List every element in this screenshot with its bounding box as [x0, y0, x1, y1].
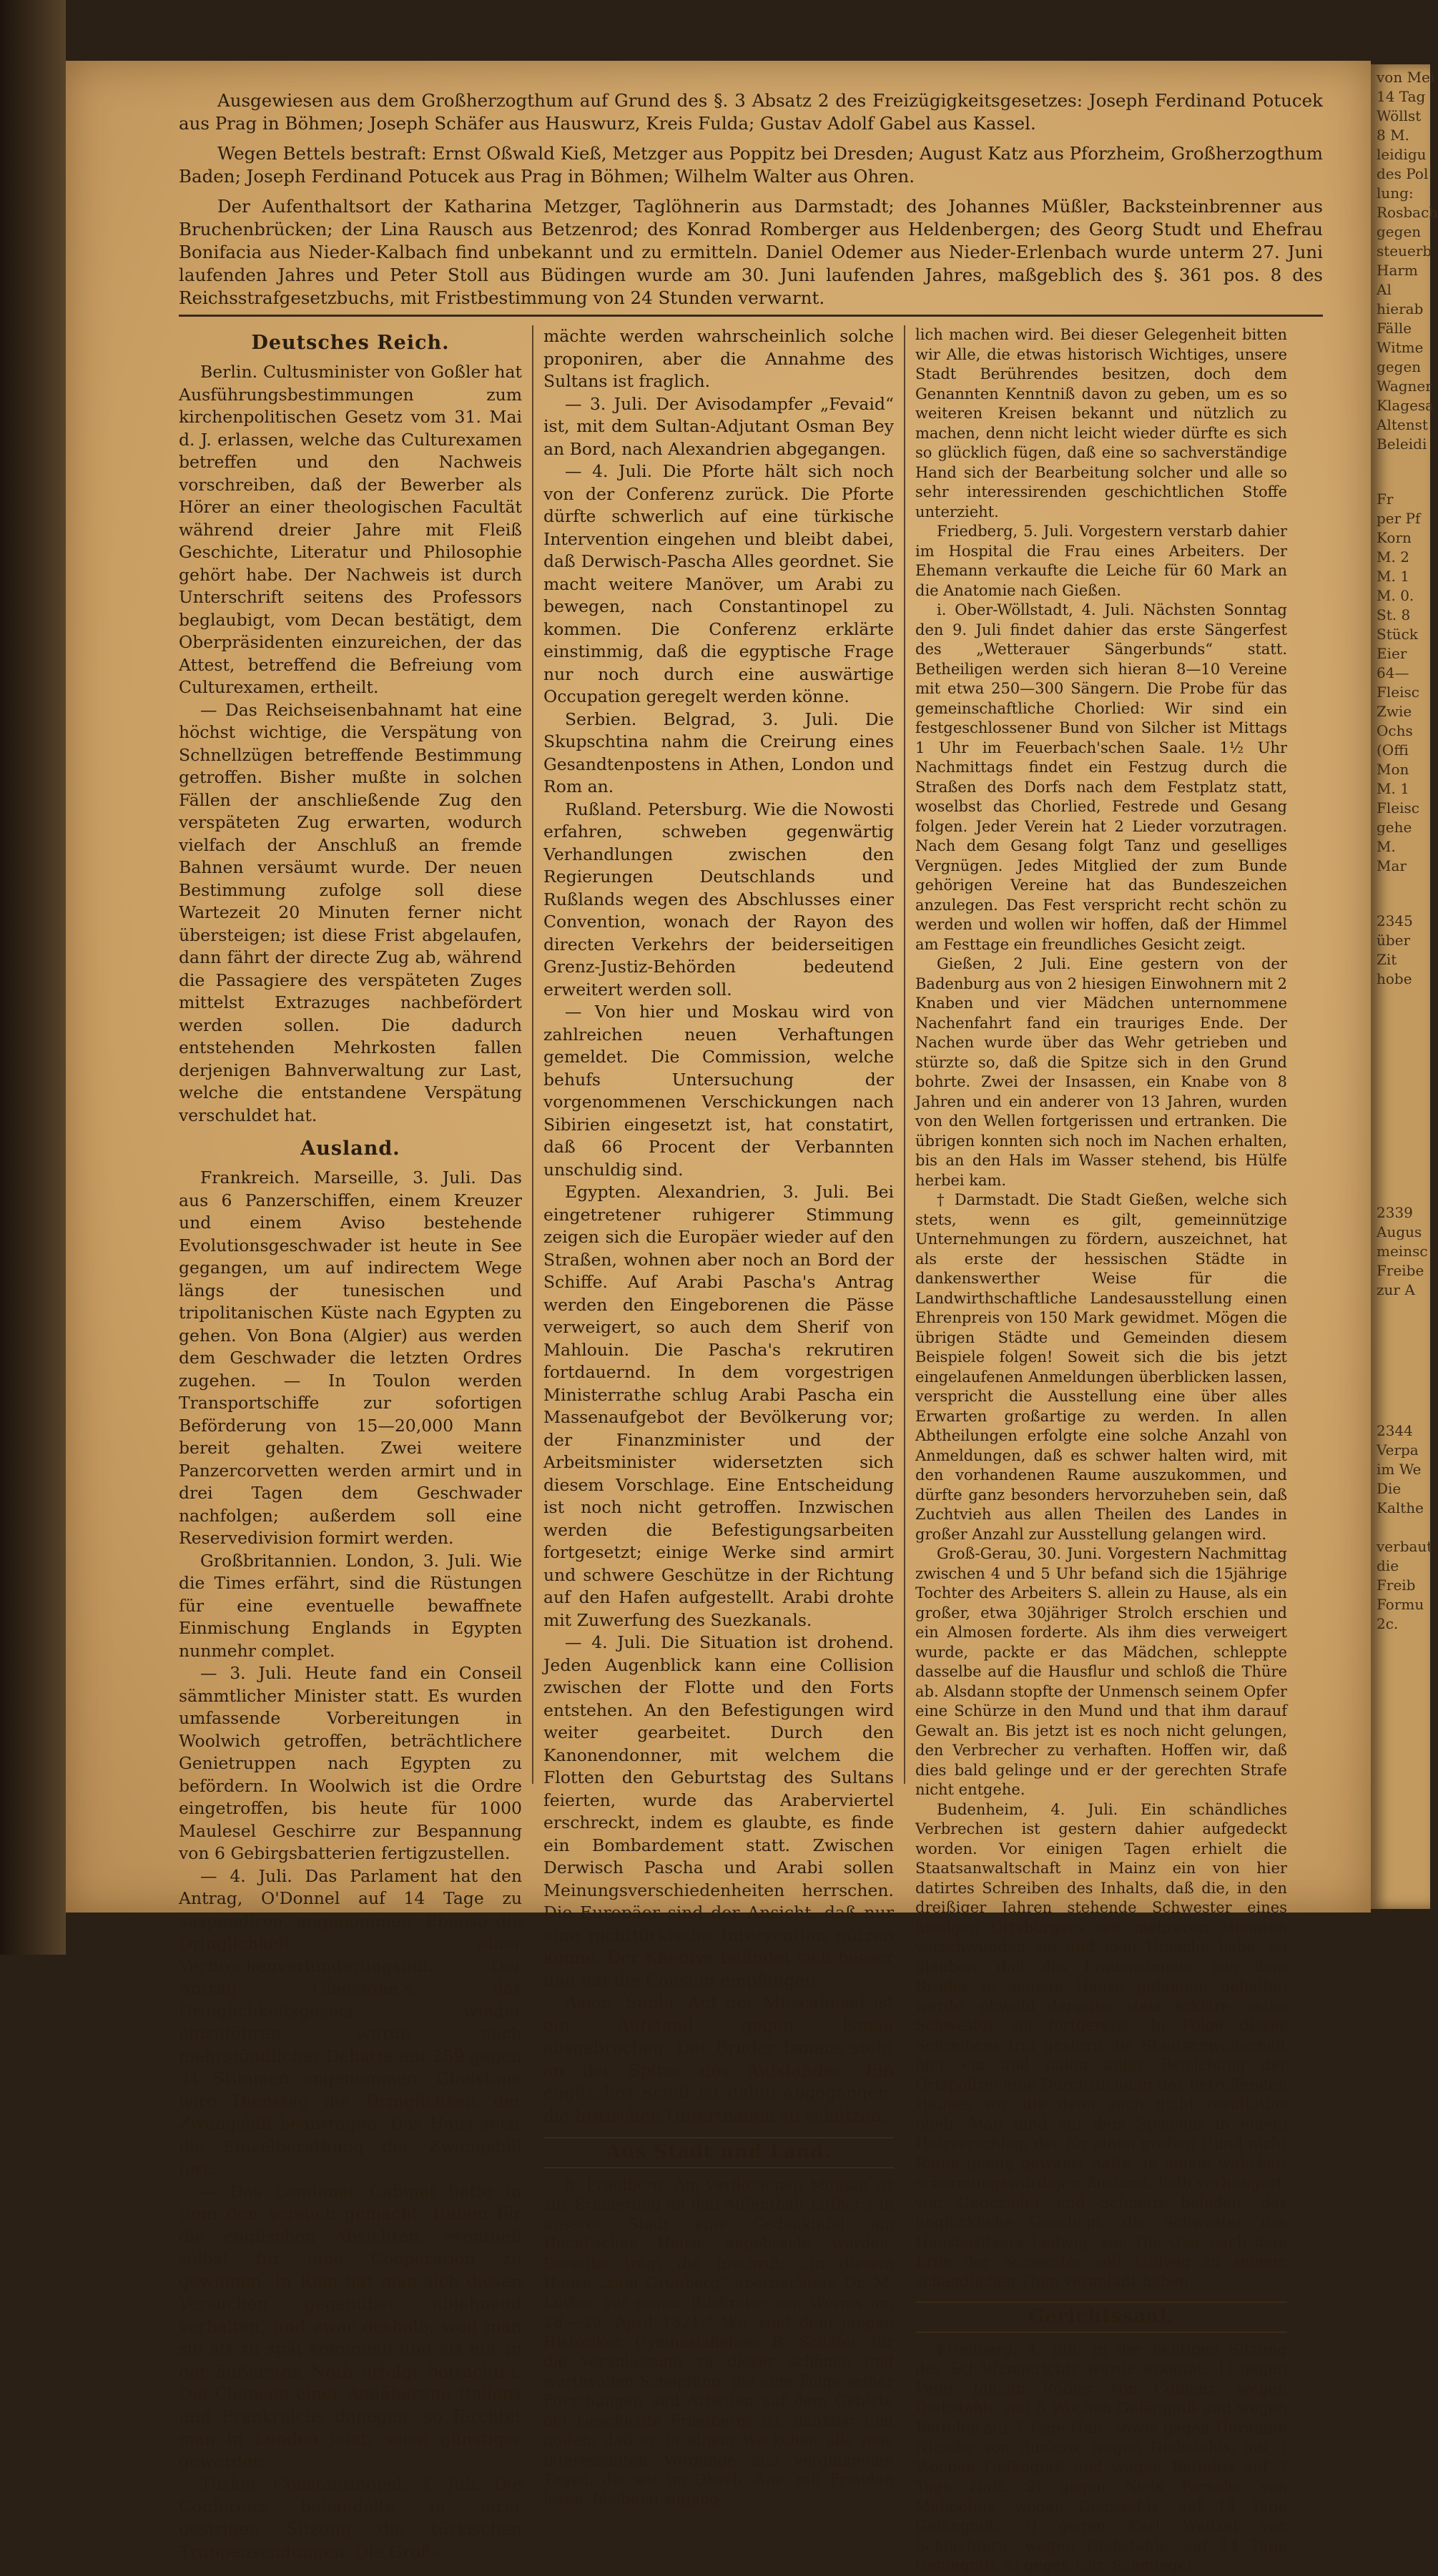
article: lich machen wird. Bei dieser Gelegenheit bitten wir Alle, die etwas historisch Wichtiges, unsere Stadt Berührendes besitzen, doch dem Genannten Kenntniß davon zu geben, um es so weiteren Kreisen bekannt und nützlich zu machen, denn nicht leicht wieder dürfte es sich so glücklich fügen, daß eine so sachverständige Hand sich der Bearbeitung solcher und alle so sehr interessirenden geschichtlichen Stoffe unterzieht.: [915, 326, 1287, 520]
section-box-gericht: [915, 2301, 1287, 2333]
article: Großbritannien. London, 3. Juli. Wie die Times erfährt, sind die Rüstungen für eine eventuelle bewaffnete Einmischung Englands in Egypten nunmehr complet.: [179, 1550, 522, 1661]
article: — Das Reichseisenbahnamt hat eine höchst wichtige, die Verspätung von Schnellzügen betreffende Bestimmung getroffen. Bisher mußte in solchen Fällen der anschließende Zug den verspäteten Zug erwarten, wodurch vielfach der Anschluß an fremde Bahnen versäumt wurde. Der neuen Bestimmung zufolge soll diese Wartezeit 20 Minuten ferner nicht übersteigen; ist diese Frist abgelaufen, dann fährt der directe Zug ab, während die Passagiere des verspäteten Zuges mittelst Extrazuges nachbefördert werden sollen. Die dadurch entstehenden Mehrkosten fallen derjenigen Bahnverwaltung zur Last, welche die entstandene Verspätung verschuldet hat.: [179, 699, 522, 1125]
article: — Das Londoner Cabinet hatte in Rom den Versuch gemacht, Italien für die englischen Absichten, eventuell selbst für eine Cooperation zu gewinnen. In Rom hat man sich diesen Versuchen gegenüber ablehnend verhalten, und zwar deshalb, weil man sie als zu spät kommend und als nur in der äußersten Noth erfolgt betrachtet. Die Chancen einer Annäherung Italiens und Frankreichs dagegen, so fürchtet man in London jetzt, seien günstiger geworden.: [179, 2181, 522, 2472]
adjacent-line: Mon: [1377, 761, 1409, 778]
article: Serbien. Belgrad, 3. Juli. Die Skupschtina nahm die Creirung eines Gesandtenpostens in Athen, London und Rom an.: [543, 709, 894, 796]
article: — 3. Juli. Heute fand ein Conseil sämmtlicher Minister statt. Es wurden umfassende Vorbereitungen in Woolwich getroffen, beträchtlichere Genietruppen nach Egypten zu befördern. In Woolwich ist die Ordre eingetroffen, bis heute für 1000 Maulesel Geschirre zur Bespannung von 6 Gebirgsbatterien fertigzustellen.: [179, 1663, 522, 1863]
adjacent-line: Freib: [1377, 1576, 1416, 1594]
adjacent-line: Eier: [1377, 645, 1407, 662]
adjacent-page-edge: [1371, 64, 1438, 1909]
adjacent-line: Mar: [1377, 857, 1407, 874]
adjacent-line: Rosbach: [1377, 204, 1438, 221]
adjacent-line: leidigu: [1377, 146, 1427, 163]
adjacent-line: hierab: [1377, 300, 1424, 317]
adjacent-line: M. 0.: [1377, 587, 1414, 604]
adjacent-line: verbaut: [1377, 1538, 1433, 1555]
article: Frankreich. Marseille, 3. Juli. Das aus 6 Panzerschiffen, einem Kreuzer und einem Aviso bestehende Evolutionsgeschwader ist heute in See gegangen, um auf indirectem Wege längs der tunesischen und tripolitanischen Küste nach Egypten zu gehen. Von Bona (Algier) aus werden dem Geschwader die letzten Ordres zugehen. — In Toulon werden Transportschiffe zur sofortigen Beförderung von 15—20,000 Mann bereit gehalten. Zwei weitere Panzercorvetten werden armirt und in drei Tagen dem Geschwader nachfolgen; außerdem soll eine Reservedivision formirt werden.: [179, 1168, 522, 1548]
adjacent-line: hobe: [1377, 970, 1412, 987]
adjacent-line: steuerb: [1377, 242, 1432, 260]
adjacent-line: Klagesa: [1377, 397, 1434, 414]
article: Groß-Gerau, 30. Juni. Vorgestern Nachmittag zwischen 4 und 5 Uhr befand sich die 15jährige Tochter des Arbeiters S. allein zu Hause, als ein großer, etwa 30jähriger Strolch erschien und ein Almosen forderte. Als ihm dies verweigert wurde, packte er das Mädchen, schleppte dasselbe auf die Hausflur und schloß die Thüre ab. Alsdann stopfte der Unmensch seinem Opfer eine Schürze in den Mund und that ihm darauf Gewalt an. Bis jetzt ist es noch nicht gelungen, den Verbrecher zu verhaften. Hoffen wir, daß dies bald gelinge und er der gerechten Strafe nicht entgehe.: [915, 1545, 1287, 1798]
adjacent-line: Fr: [1377, 490, 1394, 508]
adjacent-line: gehe: [1377, 819, 1412, 836]
adjacent-line: Stück: [1377, 626, 1418, 643]
adjacent-line: Korn: [1377, 529, 1412, 546]
adjacent-line: lung:: [1377, 184, 1414, 202]
newspaper-page: [66, 61, 1371, 2574]
section-heading-ausland: Ausland.: [300, 1138, 400, 1160]
article: Gießen, 2 Juli. Eine gestern von der Badenburg aus von 2 hiesigen Einwohnern mit 2 Knaben und vier Mädchen unternommene Nachenfahrt fand ein trauriges Ende. Der Nachen wurde über das Wehr getrieben und stürzte so, daß die Spitze sich in den Grund bohrte. Zwei der Insassen, ein Knabe von 8 Jahren und ein anderer von 13 Jahren, wurden von den Wellen fortgerissen und ertranken. Die übrigen konnten sich noch im Nachen erhalten, bis an den Hals im Wasser stehend, bis Hülfe herbei kam.: [915, 955, 1287, 1189]
adjacent-line: 8 M.: [1377, 127, 1409, 144]
adjacent-line: 2345: [1377, 912, 1413, 929]
adjacent-line: 14 Tag: [1377, 88, 1426, 105]
local-news: [543, 2176, 894, 2510]
adjacent-line: Zwie: [1377, 703, 1412, 720]
adjacent-line: 2339: [1377, 1204, 1413, 1221]
article: — 4. Juli. Das Parlament hat den Antrag, O'Donnel auf 14 Tage zu suspendiren, angenommen. Ebenso die Dringlichkeit einer Verbrechenverhinderungsbill. Der Antrag Gladstone's, das Dringlichkeitsgesetz wieder einzuführen, wurde nach mehrstündlicher Debatte mit 259 gegen 31 Stimmen angenommen. Gladstone wird Dienstag die Dringlichkeit der Zwangsbill beantragen. Das Haus setzt die Einzelberathung der Zwangsbill fort.: [179, 1865, 522, 2178]
adjacent-line: Beleidi: [1377, 435, 1427, 453]
article: Friedberg, 5. Juli. Vorgestern verstarb dahier im Hospital die Frau eines Arbeiters. Der Ehemann verkaufte die Leiche für 60 Mark an die Anatomie nach Gießen.: [915, 523, 1287, 599]
adjacent-line: 64—: [1377, 664, 1409, 681]
adjacent-lines-b: [1371, 490, 1430, 876]
adjacent-line: zur A: [1377, 1281, 1415, 1298]
adjacent-line: Wöllst: [1377, 107, 1422, 124]
police-notices: [179, 89, 1323, 317]
adjacent-line: über: [1377, 932, 1411, 949]
article: i. Ober-Wöllstadt, 4. Juli. Nächsten Sonntag den 9. Juli findet dahier das erste Sängerfest des „Wetterauer Sängerbunds“ statt. Betheiligen werden sich hieran 8—10 Vereine mit etwa 250—300 Sängern. Die Probe für das gemeinschaftliche Chorlied: Wir sind ein festgeschlossener Bund von Silcher ist Mittags 1 Uhr im Feuerbach'schen Saale. 1½ Uhr Nachmittags findet ein Festzug durch die Straßen des Dorfs nach dem Festplatz statt, woselbst das Chorlied, Festrede und Gesang folgen. Jeder Verein hat 2 Lieder vorzutragen. Nach dem Gesang folgt Tanz und geselliges Vergnügen. Jedes Mitglied der zum Bunde gehörigen Vereine hat das Bundeszeichen anzulegen. Das Fest verspricht recht schön zu werden und wollen wir hoffen, daß der Himmel am Festtage ein freundliches Gesicht zeigt.: [915, 601, 1287, 953]
column-2: [543, 325, 894, 2510]
adjacent-line: 2344: [1377, 1422, 1413, 1439]
article: Rußland. Petersburg. Wie die Nowosti erfahren, schweben gegenwärtig Verhandlungen zwischen den Regierungen Deutschlands und Rußlands wegen des Abschlusses einer Convention, wonach der Rayon des directen Verkehrs der beiderseitigen Grenz-Justiz-Behörden bedeutend erweitert werden soll.: [543, 799, 894, 1000]
local-news-continued: [915, 325, 1287, 2291]
court-news: [915, 2340, 1287, 2576]
column-1: [179, 325, 522, 2563]
column-3: [915, 325, 1287, 2576]
adjacent-line: von Mei: [1377, 69, 1435, 86]
article: Asien. Simla. Auf der Muscalinsel ist ein Aufstand gegen Ismau ausgebrochen. Der Bruder Ismaus steht an der Spitze des Aufstandes. Ein englisches Schiff ist dahin abgegangen, die britischen Unterthanen zu schützen.: [543, 1993, 894, 2126]
adjacent-line: Altenst: [1377, 416, 1428, 433]
adjacent-line: Fälle: [1377, 320, 1412, 337]
article: h. Friedberg. Am verflossenen Montag ist zur Erinnerung an den Aufenthalt Luther's in unserer Stadt eine Gedenktafel am Hecht'schen Hause angebracht worden. Dieselbe trägt die Inschrift: „In diesem Hause „zum Grünberg“ übernachtete Dr. M. Luther auf seiner Rückreise von Worms am 28.—29. April 1521.“ Wir sind dem jungen Historiker, Gymnasiallehrer R. Schäfer, für die Veranlassung zu dieser schönen und werthvollen Schöpfung, die eine Folge seiner Forschungen und Arbeiten auf dem Gebiete der Geschichte Friedbergs ist, dankbar und hoffen, daß er in einem Werkchen alle jene interessanten Vorgänge aus vergangenen Tagen, die wir im Oberh. Anz. mit Freuden lesen, bleibend zugäng-: [543, 2176, 894, 2508]
adjacent-lines-e: [1371, 1421, 1433, 1634]
adjacent-line: Ochs: [1377, 722, 1413, 739]
adjacent-lines-c: [1371, 912, 1430, 989]
book-binding: [0, 0, 66, 1955]
adjacent-line: im We: [1377, 1461, 1422, 1478]
adjacent-line: Witme: [1377, 339, 1424, 356]
notice-expelled: Ausgewiesen aus dem Großherzogthum auf Grund des §. 3 Absatz 2 des Freizügigkeitsgesetzes: Joseph Ferdinand Potucek aus Prag in Böhmen; Joseph Schäfer aus Hauswurz, Kreis Fulda; Gustav Adolf Gabel aus Kassel.: [179, 90, 1323, 134]
adjacent-line: (Offi: [1377, 741, 1409, 759]
adjacent-line: die: [1377, 1557, 1399, 1574]
adjacent-line: meinsc: [1377, 1243, 1428, 1260]
column-divider: [904, 325, 905, 1784]
article: Berlin. Cultusminister von Goßler hat Ausführungsbestimmungen zum kirchenpolitischen Gesetz vom 31. Mai d. J. erlassen, welche das Culturexamen betreffen und den Nachweis vorschreiben, daß der Bewerber als Hörer an einer theologischen Facultät während dreier Jahre mit Fleiß Geschichte, Literatur und Philosophie gehört habe. Der Nachweis ist durch Unterschrift seitens des Professors beglaubigt, vom Decan bestätigt, dem Oberpräsidenten einzureichen, der das Attest, betreffend die Befreiung vom Culturexamen, ertheilt.: [179, 362, 522, 697]
adjacent-line: M. 1: [1377, 568, 1409, 585]
adjacent-line: per Pf: [1377, 510, 1421, 527]
section-box-stadt: [543, 2137, 894, 2168]
adjacent-line: gegen: [1377, 223, 1422, 240]
adjacent-line: St. 8: [1377, 606, 1411, 623]
column-divider: [532, 325, 533, 1784]
adjacent-line: Wagner: [1377, 377, 1432, 395]
adjacent-line: M.: [1377, 838, 1396, 855]
adjacent-line: Fleisc: [1377, 799, 1419, 816]
article: Türkei. Constantinopel, 3. Juli. Die Conferenz behandelte in ihrer gestrigen Sitzung die türkischen Truppensendungen. Die Groß-: [179, 2474, 522, 2562]
adjacent-line: Harm: [1377, 262, 1418, 279]
section-heading-reich: Deutsches Reich.: [251, 332, 450, 354]
adjacent-lines-d: [1371, 1203, 1430, 1300]
header-divider: [179, 315, 1323, 317]
adjacent-line: Verpa: [1377, 1441, 1419, 1459]
adjacent-lines-a: [1371, 68, 1438, 454]
article: — 4. Juli. Die Situation ist drohend. Jeden Augenblick kann eine Collision zwischen der Flotte und den Forts entstehen. An den Befestigungen wird weiter gearbeitet. Durch den Kanonendonner, mit welchem die Flotten den Geburtstag des Sultans feierten, wurde das Araberviertel erschreckt, indem es glaubte, es finde ein Bombardement statt. Zwischen Derwisch Pascha und Arabi sollen Meinungsverschiedenheiten herrschen. Die Europäer sind der Ansicht, daß nur eine nichttürkische Intervention nützen könne. Der Khedive befindet sich besser und hat die Consuln empfangen.: [543, 1632, 894, 1990]
article: Budenheim, 4. Juli. Ein schändliches Verbrechen ist gestern dahier aufgedeckt worden. Vor einigen Tagen erhielt die Staatsanwaltschaft in Mainz ein von hier datirtes Schreiben des Inhalts, daß die, in den dreißiger Jahren stehende Schwester eines hiesigen Ortsbürgers seit mehreren Monaten verschwunden sei und man Ursache habe, zu glauben, daß das Frauenzimmer von dem Bruder in seinem Hause gefangen gehalten werde, obwohl derselbe stets erkläre, seine Schwester sei fortgereist. In Folge dieses Schreibens traf gestern die Staatsanwaltschaft hier ein und nahm unter Beiziehung der Ortspolizei eine Durchsuchung des betreffenden Hauses vor, die denn auch nicht resultatlos blieb. Man fand auf dem Speicher in einem Holzverschlag, der für einen großen Hund nicht Raum genug gewährt hätte, in einem wahrhaft erbarmungswürdigen Zustand, halb verhungert, von Ungeziefer und Schmutz beladen, das unglückliche Geschöpf, die Schwester des Hausbesitzers Ludwig, vor. Die Gier nach dem Erbe der Schwester soll Ludwig zu seinem schändlichen Thun veranlaßt haben.: [915, 1800, 1287, 2290]
adjacent-line: Die: [1377, 1480, 1402, 1497]
notice-whereabouts: Der Aufenthaltsort der Katharina Metzger, Taglöhnerin aus Darmstadt; des Johannes Müßler, Backsteinbrenner aus Bruchenbrücken; der Lina Rausch aus Betzenrod; des Konrad Romberger aus Heldenbergen; des Georg Studt und Ehefrau Bonifacia aus Nieder-Kalbach find unbekannt und zu ermitteln. Daniel Odemer aus Nieder-Erlenbach wurde unterm 27. Juni laufenden Jahres und Peter Stoll aus Büdingen wurde am 30. Juni laufenden Jahres, maßgeblich des §. 361 pos. 8 des Reichsstrafgesetzbuchs, mit Fristbestimmung von 24 Stunden verwarnt.: [179, 196, 1323, 308]
section-heading-gericht: Gerichtssaal.: [1028, 2306, 1174, 2327]
article: mächte werden wahrscheinlich solche proponiren, aber die Annahme des Sultans ist fraglich.: [543, 326, 894, 391]
adjacent-line: Zit: [1377, 951, 1397, 968]
article: † Darmstadt. Die Stadt Gießen, welche sich stets, wenn es gilt, gemeinnützige Unternehmungen zu fördern, auszeichnet, hat als erste der hessischen Städte in dankenswerther Weise für die Landwirthschaftliche Landesausstellung einen Ehrenpreis von 150 Mark gewidmet. Mögen die übrigen Städte und Gemeinden diesem Beispiele folgen! Soweit sich die bis jetzt eingelaufenen Anmeldungen überblicken lassen, verspricht die Ausstellung eine über alles Erwarten großartige zu werden. In allen Abtheilungen erfolgte eine solche Anzahl von Anmeldungen, daß es schwer halten wird, mit den vorhandenen Raume auszukommen, und dürfte ganz besonders hervorzuheben sein, daß Zuchtvieh aus allen Theilen des Landes in großer Anzahl zur Ausstellung gelangen wird.: [915, 1191, 1287, 1543]
adjacent-line: Formu: [1377, 1596, 1424, 1613]
article: Friedberg, 4. Juli. In der heutigen Sitzung des Schöffengerichts wurde erkannt: 1) gegen Peter Johann Rößler von Coblenz, wegen Diebstahls, auf 5 Wochen Gefängniß und wegen Bettelns auf 7 Tage Haft, sowie gegen Hermann Nitsche von Buckow, wegen Diebstahls, auf 3 Wochen Gefängniß und wegen Bettelns auf 7 Tage Haft. 2) gegen Niels Persohe von Malmöhus, wegen Diebstahls, auf 14 Tage Gefängniß. 3) gegen Karl Weitzel von Schlüchtern, wegen Diebstahls, auf 14 Tage Gefängniß. 4) gegen Chr. Schmiegel: [915, 2340, 1287, 2574]
adjacent-line: Al: [1377, 281, 1392, 298]
adjacent-line: gegen: [1377, 358, 1422, 375]
article: — Von hier und Moskau wird von zahlreichen neuen Verhaftungen gemeldet. Die Commission, welche behufs Untersuchung der vorgenommenen Verschickungen nach Sibirien eingesetzt ist, hat constatirt, daß 66 Procent der Verbannten unschuldig sind.: [543, 1002, 894, 1180]
adjacent-line: M. 2: [1377, 548, 1409, 566]
adjacent-line: 2c.: [1377, 1615, 1399, 1632]
adjacent-line: des Pol: [1377, 165, 1429, 182]
adjacent-line: Augus: [1377, 1223, 1422, 1240]
adjacent-line: Freibe: [1377, 1262, 1424, 1279]
article: Egypten. Alexandrien, 3. Juli. Bei eingetretener ruhigerer Stimmung zeigen sich die Europäer wieder auf den Straßen, wohnen aber noch an Bord der Schiffe. Auf Arabi Pascha's Antrag werden den Eingeborenen die Pässe verweigert, so auch dem Sherif von Mahlouin. Die Pascha's rekrutiren fortdauernd. In dem vorgestrigen Ministerrathe schlug Arabi Pascha ein Massenaufgebot der Bevölkerung vor; der Finanzminister und der Arbeitsminister widersetzten sich diesem Vorschlage. Eine Entscheidung ist noch nicht getroffen. Inzwischen werden die Befestigungsarbeiten fortgesetzt; einige Werke sind armirt und schwere Geschütze in der Richtung auf den Hafen aufgestellt. Arabi drohte mit Zuwerfung des Suezkanals.: [543, 1182, 894, 1630]
section-heading-stadt: Aus Stadt und Land.: [606, 2141, 832, 2163]
adjacent-line: Kalthe: [1377, 1499, 1424, 1516]
adjacent-line: Fleisc: [1377, 684, 1419, 701]
adjacent-line: M. 1: [1377, 780, 1409, 797]
article: — 3. Juli. Der Avisodampfer „Fevaid“ ist, mit dem Sultan-Adjutant Osman Bey an Bord, nach Alexandrien abgegangen.: [543, 393, 894, 459]
article: — 4. Juli. Die Pforte hält sich noch von der Conferenz zurück. Die Pforte dürfte schwerlich auf eine türkische Intervention eingehen und bleibt dabei, daß Derwisch-Pascha Alles geordnet. Sie macht weitere Manöver, um Arabi zu bewegen, nach Constantinopel zu kommen. Die Conferenz erklärte einstimmig, daß die egyptische Frage nur noch durch eine auswärtige Occupation geregelt werden könne.: [543, 461, 894, 706]
adjacent-line: [1377, 1518, 1430, 1537]
notice-begging: Wegen Bettels bestraft: Ernst Oßwald Kieß, Metzger aus Poppitz bei Dresden; August Katz aus Pforzheim, Großherzogthum Baden; Joseph Ferdinand Potucek aus Prag in Böhmen; Wilhelm Walter aus Ohren.: [179, 143, 1323, 187]
